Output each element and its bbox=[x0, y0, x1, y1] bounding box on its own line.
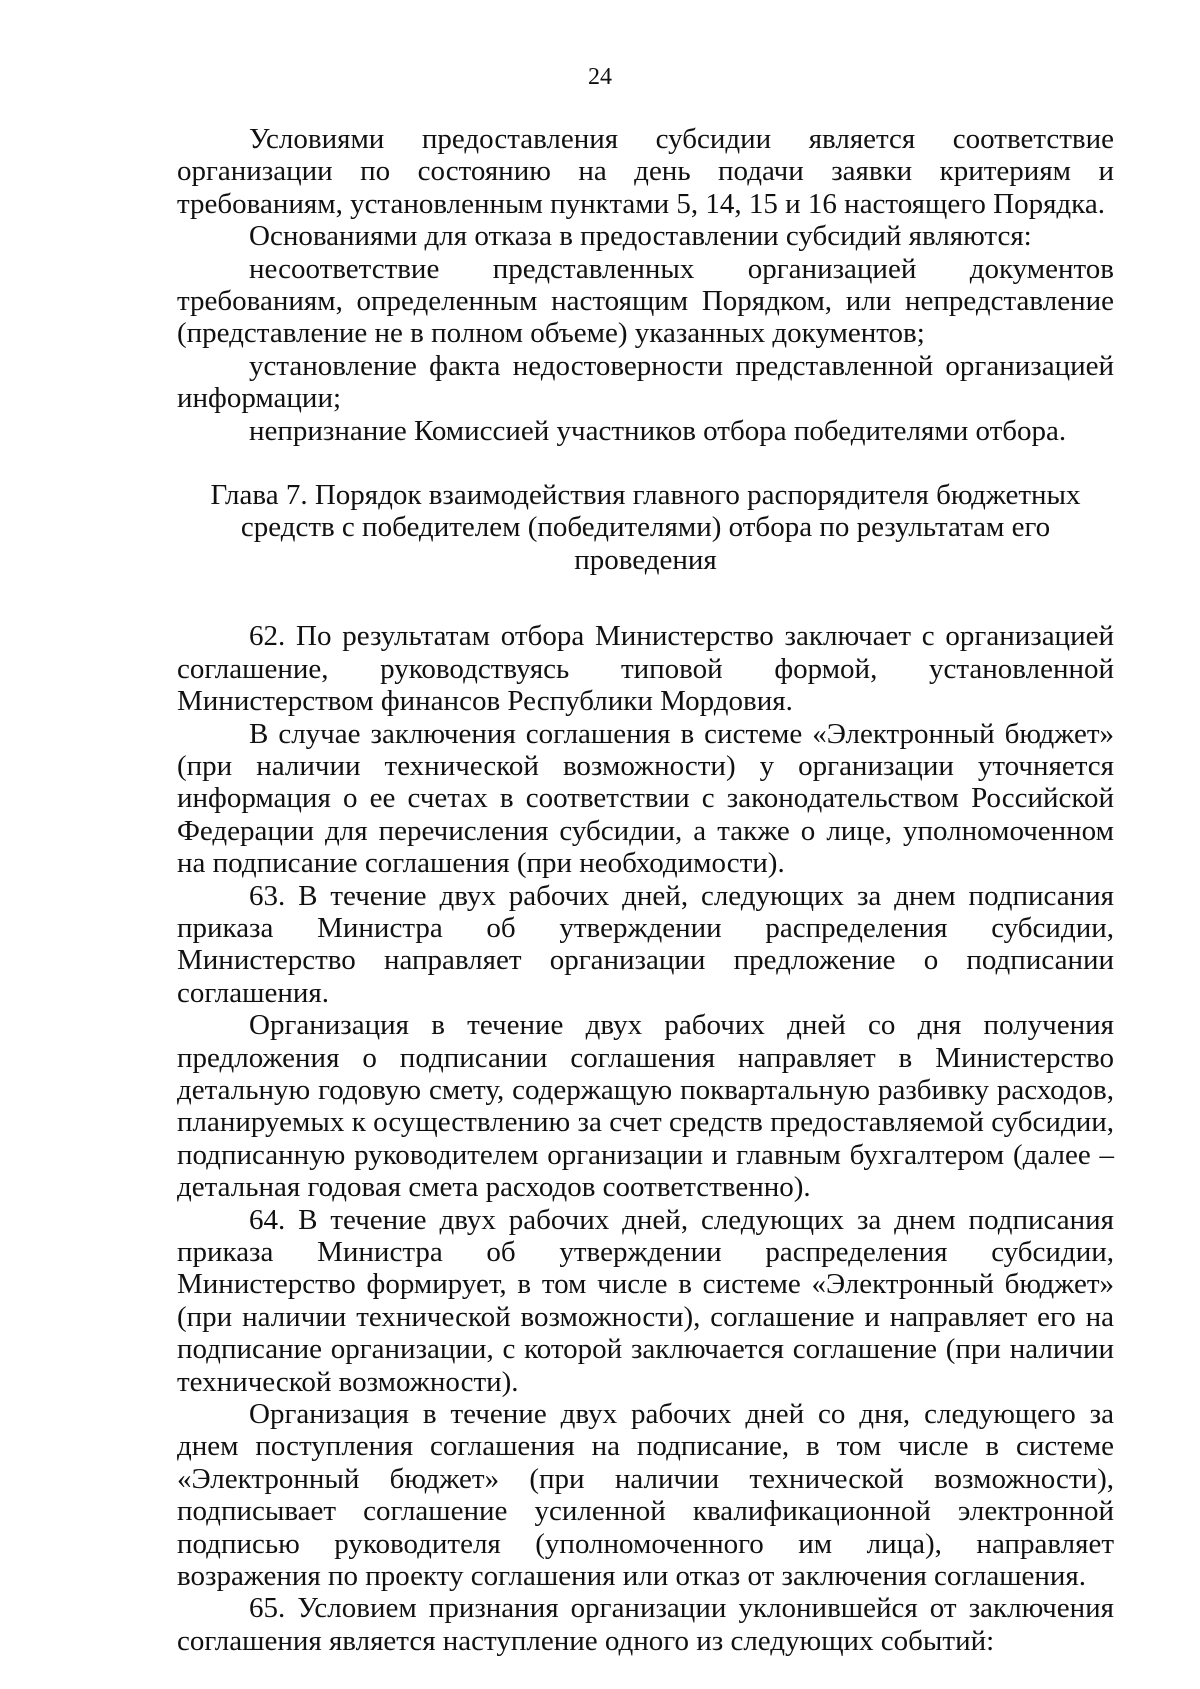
paragraph-64: 64. В течение двух рабочих дней, следующих за днем подписания приказа Министра об утверждении распределения субсидии, Министерство формирует, в том числе в системе «Электронный бюджет» (при наличии технической возможности), соглашение и направляет его на подписание организации, с которой заключается соглашение (при наличии технической возможности). bbox=[177, 1203, 1114, 1398]
chapter-heading-line-1: Глава 7. Порядок взаимодействия главного распорядителя бюджетных bbox=[210, 479, 1081, 512]
paragraph-refusal-item-1: несоответствие представленных организацией документов требованиям, определенным настоящим Порядком, или непредставление (представление не в полном объеме) указанных документов; bbox=[177, 252, 1114, 350]
paragraph-63-organization-estimate: Организация в течение двух рабочих дней со дня получения предложения о подписании соглашения направляет в Министерство детальную годовую смету, содержащую поквартальную разбивку расходов, планируемых к осуществлению за счет средств предоставляемой субсидии, подписанную руководителем организации и главным бухгалтером (далее – детальная годовая смета расходов соответственно). bbox=[177, 1009, 1114, 1204]
paragraph-63: 63. В течение двух рабочих дней, следующих за днем подписания приказа Министра об утверждении распределения субсидии, Министерство направляет организации предложение о подписании соглашения. bbox=[177, 879, 1114, 1009]
paragraph-64-signing: Организация в течение двух рабочих дней со дня, следующего за днем поступления соглашения на подписание, в том числе в системе «Электронный бюджет» (при наличии технической возможности), подписывает соглашение усиленной квалификационной электронной подписью руководителя (уполномоченного им лица), направляет возражения по проекту соглашения или отказ от заключения соглашения. bbox=[177, 1398, 1114, 1593]
paragraph-conditions: Условиями предоставления субсидии является соответствие организации по состоянию на день подачи заявки критериям и требованиям, установленным пунктами 5, 14, 15 и 16 настоящего Порядка. bbox=[177, 123, 1114, 220]
paragraph-62: 62. По результатам отбора Министерство заключает с организацией соглашение, руководствуясь типовой формой, установленной Министерством финансов Республики Мордовия. bbox=[177, 620, 1114, 718]
page-number: 24 bbox=[588, 64, 612, 90]
paragraph-refusal-grounds: Основаниями для отказа в предоставлении субсидий являются: bbox=[249, 220, 1032, 253]
document-body bbox=[177, 123, 1114, 1657]
paragraph-65: 65. Условием признания организации уклонившейся от заключения соглашения является наступление одного из следующих событий: bbox=[177, 1592, 1114, 1657]
chapter-heading bbox=[177, 479, 1114, 576]
paragraph-refusal-item-2: установление факта недостоверности представленной организацией информации; bbox=[177, 349, 1114, 415]
paragraph-62-electronic-budget: В случае заключения соглашения в системе «Электронный бюджет» (при наличии технической возможности) у организации уточняется информация о ее счетах в соответствии с законодательством Российской Федерации для перечисления субсидии, а также о лице, уполномоченном на подписание соглашения (при необходимости). bbox=[177, 717, 1114, 880]
paragraph-refusal-item-3: непризнание Комиссией участников отбора победителями отбора. bbox=[249, 414, 1067, 447]
chapter-heading-line-2: средств с победителем (победителями) отбора по результатам его проведения bbox=[240, 511, 1051, 576]
